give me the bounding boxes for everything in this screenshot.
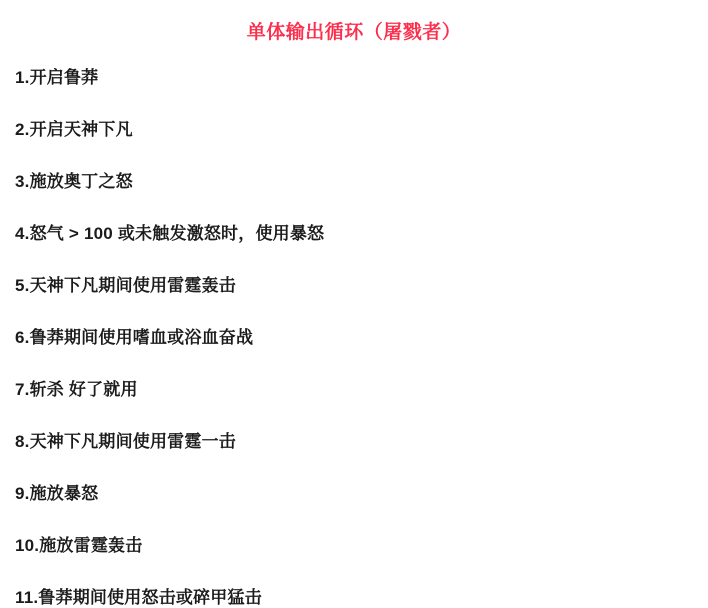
list-item: 9.施放暴怒: [15, 484, 99, 503]
list-item: 5.天神下凡期间使用雷霆轰击: [15, 276, 236, 295]
rotation-list: [0, 68, 708, 607]
list-item: 8.天神下凡期间使用雷霆一击: [15, 432, 236, 451]
list-item: 11.鲁莽期间使用怒击或碎甲猛击: [15, 588, 262, 607]
list-item: 10.施放雷霆轰击: [15, 536, 143, 555]
list-item: 3.施放奥丁之怒: [15, 172, 133, 191]
page-title: 单体输出循环（屠戮者）: [246, 22, 462, 43]
list-item: 6.鲁莽期间使用嗜血或浴血奋战: [15, 328, 254, 347]
list-item: 4.怒气 > 100 或未触发激怒时，使用暴怒: [15, 224, 325, 243]
list-item: 2.开启天神下凡: [15, 120, 133, 139]
list-item: 1.开启鲁莽: [15, 68, 99, 87]
list-item: 7.斩杀 好了就用: [15, 380, 138, 399]
